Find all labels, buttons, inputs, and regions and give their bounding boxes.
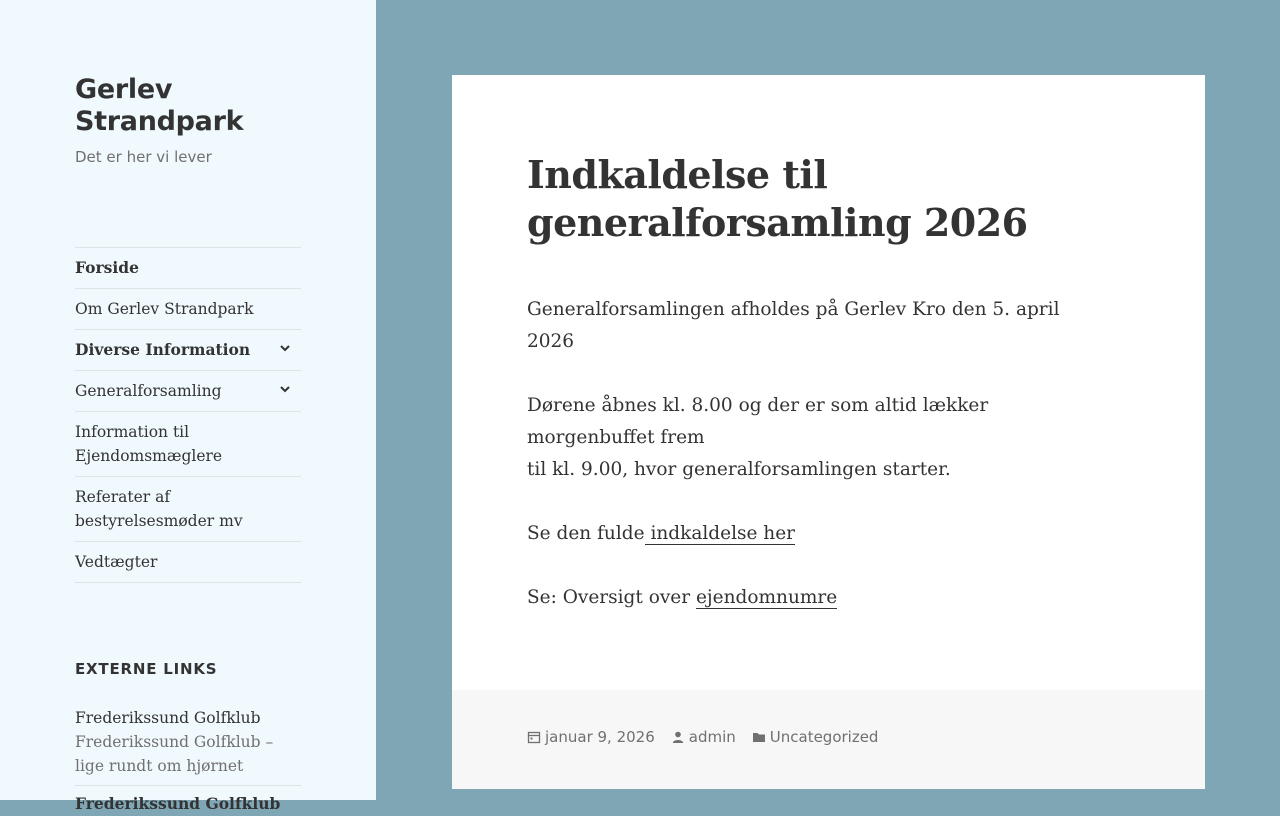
nav-item-label[interactable]: Referater af bestyrelsesmøder mv (75, 488, 243, 530)
indkaldelse-link[interactable]: indkaldelse her (644, 523, 796, 544)
link-title[interactable]: Frederikssund Golfklub (75, 794, 281, 813)
nav-item-label[interactable]: Om Gerlev Strandpark (75, 300, 254, 318)
nav-item-forside[interactable] (75, 248, 301, 289)
post-footer (452, 690, 1205, 789)
paragraph: Generalforsamlingen afholdes på Gerlev Kro den 5. april 2026 (527, 299, 1060, 352)
folder-icon (752, 730, 766, 744)
post-category[interactable]: Uncategorized (769, 728, 879, 746)
nav-item-referater[interactable] (75, 477, 301, 542)
paragraph-text: Se: Oversigt over (527, 587, 696, 608)
paragraph-line: til kl. 9.00, hvor generalforsamlingen starter. (527, 459, 951, 480)
paragraph (527, 390, 1107, 486)
paragraph (527, 518, 1107, 550)
post-meta (527, 728, 878, 746)
paragraph-text: Se den fulde (527, 523, 645, 544)
ejendomnumre-link[interactable]: ejendomnumre (695, 587, 838, 608)
sidebar (0, 0, 376, 813)
nav-item-label[interactable]: Information til Ejendomsmæglere (75, 423, 223, 465)
link-title[interactable]: Frederikssund Golfklub (75, 709, 261, 727)
nav-item-om-gerlev-strandpark[interactable] (75, 289, 301, 330)
calendar-icon (527, 730, 541, 744)
paragraph (527, 582, 1107, 614)
site-description: Det er her vi lever (75, 148, 212, 166)
list-item (75, 786, 301, 816)
chevron-down-icon[interactable] (277, 340, 293, 356)
post-date[interactable]: januar 9, 2026 (545, 728, 655, 746)
post-content (527, 294, 1107, 646)
link-description: Frederikssund Golfklub – lige rundt om hjørnet (75, 733, 274, 775)
paragraph-line: Dørene åbnes kl. 8.00 og der er som altid lækker morgenbuffet frem (527, 395, 989, 448)
nav-item-label[interactable]: Forside (75, 258, 139, 277)
nav-item-label[interactable]: Vedtægter (75, 553, 158, 571)
list-item (75, 706, 301, 786)
nav-item-generalforsamling[interactable] (75, 371, 301, 412)
nav-item-vedtaegter[interactable] (75, 542, 301, 583)
nav-item-diverse-information[interactable] (75, 330, 301, 371)
post-author[interactable]: admin (688, 728, 736, 746)
external-links-list (75, 706, 301, 816)
chevron-down-icon[interactable] (277, 381, 293, 397)
widget-title: EXTERNE LINKS (75, 660, 218, 678)
site-title[interactable]: Gerlev Strandpark (75, 74, 244, 137)
nav-item-information-til-ejendomsmaeglere[interactable] (75, 412, 301, 477)
main-navigation (75, 247, 301, 583)
nav-item-label[interactable]: Diverse Information (75, 340, 251, 359)
post-title: Indkaldelse til generalforsamling 2026 (527, 152, 1028, 245)
nav-item-label[interactable]: Generalforsamling (75, 382, 222, 400)
post-article (452, 75, 1205, 690)
user-icon (671, 730, 685, 744)
